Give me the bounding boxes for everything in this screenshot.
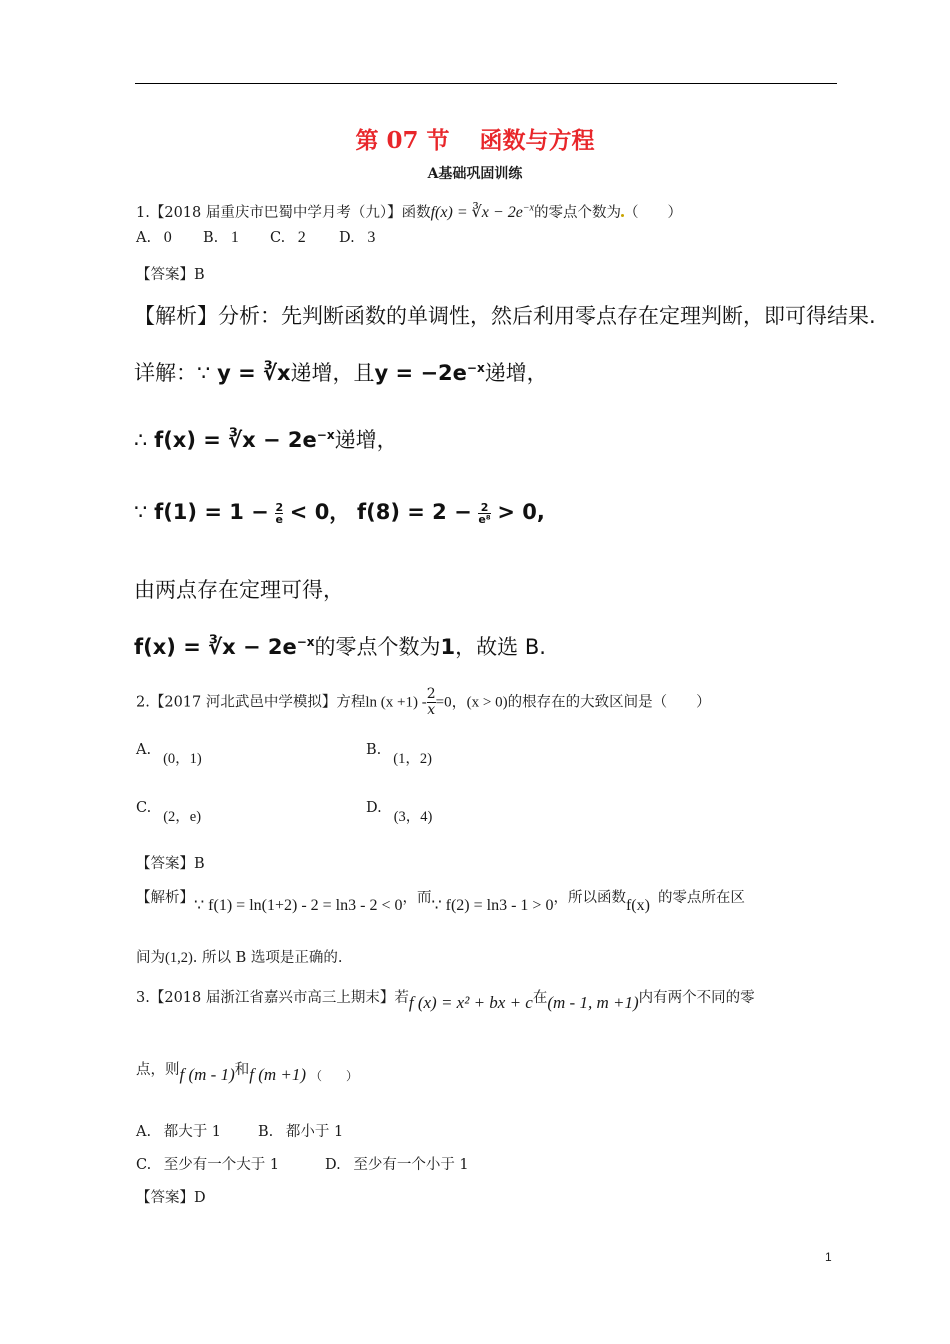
q2-stem: 2.【2017 河北武邑中学模拟】方程ln (x +1) - $\frac{2}{x}$ =0，(x > 0)的根存在的大致区间是（ ）	[136, 686, 711, 718]
q1-therefore: ∴ f(x) = ∛x − $2e^{-x}$递增，	[134, 428, 398, 452]
fraction-2-over-x: $\frac{2}{x}$	[426, 686, 436, 718]
q1-zero-theorem: 由两点存在定理可得，	[134, 578, 344, 602]
q3-answer: 【答案】D	[136, 1190, 206, 1206]
q1-number: 1.	[136, 205, 150, 221]
q2-analysis: 【解析】∵ f(1) = ln(1+2) - 2 = ln3 - 2 < 0，而∵ f(2) = ln3 - 1 > 0，所以函数f(x) 的零点所在区	[136, 890, 745, 914]
page-number: 1	[825, 1250, 832, 1264]
section-title: 函数与方程	[479, 127, 595, 154]
q2-option-b[interactable]: B.(1，2)	[366, 742, 432, 767]
q1-source: 【2018 届重庆市巴蜀中学月考（九）】	[149, 205, 402, 221]
q3-option-d[interactable]: D. 至少有一个小于 1	[325, 1157, 469, 1173]
q1-option-b[interactable]: B. 1	[203, 229, 239, 246]
fraction-2-over-e8: $\frac{2}{\text{e⁸}}$	[478, 500, 491, 526]
q1-answer: 【答案】B	[136, 267, 205, 283]
q2-option-c[interactable]: C.(2，e)	[136, 800, 202, 825]
q3-option-c[interactable]: C. 至少有一个大于 1	[136, 1157, 280, 1173]
q1-conclusion: f(x) = ∛x − $2e^{-x}$的零点个数为1，故选 B.	[134, 635, 546, 659]
q3-option-a[interactable]: A. 都大于 1	[136, 1124, 222, 1140]
q1-stem-pre: 函数	[401, 205, 431, 221]
q1-option-d[interactable]: D. 3	[339, 229, 376, 246]
section-number: 第 07 节	[355, 127, 450, 154]
q1-detail: 详解：∵ y = ∛x递增，且$y = -2e^{-x}$递增，	[134, 361, 548, 385]
header-rule	[135, 83, 837, 84]
q2-analysis-line2: 间为(1,2). 所以 B 选项是正确的.	[136, 950, 343, 966]
q3-stem-line2: 点，则f (m - 1)和f (m +1) $_{( )}$	[136, 1062, 359, 1084]
q2-option-a[interactable]: A.(0，1)	[136, 742, 202, 767]
q1-analysis: 【解析】分析：先判断函数的单调性，然后利用零点存在定理判断，即可得结果.	[134, 304, 876, 328]
q1-paren: （ ）	[624, 205, 682, 221]
q1-option-a[interactable]: A. 0	[136, 229, 172, 246]
q2-option-d[interactable]: D.(3，4)	[366, 800, 433, 825]
q1-option-c[interactable]: C. 2	[270, 229, 306, 246]
q1-inequalities: ∵ f(1) = 1 − $\frac{2}{e}$ < 0， f(8) = 2 − $\frac{2}{\text{e⁸}}$ > 0,	[134, 500, 545, 526]
fraction-2-over-e: $\frac{2}{e}$	[275, 500, 284, 526]
q1-formula: f(x) = ∛x − $2e^{-x}$	[430, 202, 534, 221]
q3-stem: 3.【2018 届浙江省嘉兴市高三上期末】若f (x) = x² + bx + c在(m - 1, m +1)内有两个不同的零	[136, 990, 755, 1012]
page-title	[0, 122, 950, 155]
q1-stem-post: 的零点个数为	[534, 205, 621, 221]
subtitle: A基础巩固训练	[427, 166, 523, 182]
q1-stem	[136, 201, 682, 222]
q2-answer: 【答案】B	[136, 856, 205, 872]
q3-option-b[interactable]: B. 都小于 1	[258, 1124, 344, 1140]
